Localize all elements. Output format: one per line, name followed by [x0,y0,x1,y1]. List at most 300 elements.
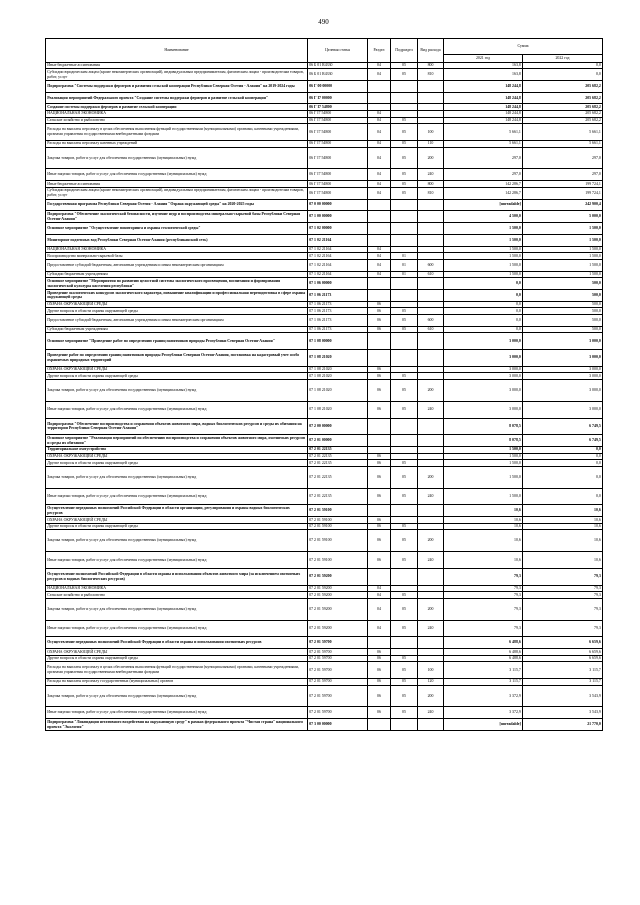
table-row [46,649,603,656]
cell-subsection [391,333,418,350]
cell-subsection [391,301,418,308]
cell-sum-year-1: 1 500,0 [444,271,523,278]
cell-code: 07 1 08 21020 [308,366,368,373]
cell-expense-type: 610 [418,271,444,278]
cell-expense-type: 200 [418,379,444,401]
cell-name: Субсидии бюджетным учреждениям [46,271,308,278]
cell-sum-year-1: 1 500,0 [444,223,523,235]
table-row [46,333,603,350]
cell-section [368,333,391,350]
cell-sum-year-1: 79,3 [444,620,523,637]
table-body [46,62,603,730]
cell-sum-year-1: 3 115,7 [444,679,523,686]
cell-subsection: 05 [391,147,418,169]
cell-code: 07 1 06 21173 [308,301,368,308]
cell-code: 06 Г 00 00000 [308,80,368,92]
cell-subsection: 05 [391,373,418,380]
cell-name: Иные закупки товаров, работ и услуг для обеспечения государственных (муниципальных) нужд [46,620,308,637]
cell-section [368,637,391,649]
cell-section: 04 [368,69,391,81]
cell-section [368,211,391,223]
cell-code: 07 2 01 59700 [308,679,368,686]
cell-section: 04 [368,181,391,188]
table-row [46,301,603,308]
cell-code: 07 1 02 21164 [308,246,368,253]
cell-sum-year-1: 148 244,8 [444,92,523,104]
cell-subsection: 05 [391,685,418,707]
cell-code: 07 1 08 21020 [308,401,368,418]
cell-sum-year-1: 0,0 [444,278,523,290]
cell-subsection [391,568,418,585]
table-row [46,308,603,315]
cell-subsection: 05 [391,523,418,530]
cell-section [368,92,391,104]
cell-name: Территориальное охотустройство [46,447,308,454]
cell-name: Сельское хозяйство и рыболовство [46,592,308,599]
cell-code: 07 1 02 21164 [308,259,368,271]
table-row [46,379,603,401]
table-row [46,62,603,69]
cell-subsection: 05 [391,117,418,124]
cell-code: 07 1 02 21164 [308,253,368,260]
cell-code: 06 Г I7 54800 [308,117,368,124]
cell-sum-year-2: 205 682,2 [523,104,603,111]
cell-section [368,289,391,301]
table-row [46,253,603,260]
cell-subsection [391,719,418,731]
cell-subsection: 01 [391,259,418,271]
cell-sum-year-2: 1 500,0 [523,271,603,278]
cell-section: 06 [368,523,391,530]
cell-section [368,719,391,731]
cell-sum-year-2: 1 500,0 [523,253,603,260]
cell-code: 06 Б 01 R4330 [308,62,368,69]
cell-expense-type [418,592,444,599]
cell-sum-year-2: 1 500,0 [523,246,603,253]
cell-name: Иные закупки товаров, работ и услуг для обеспечения государственных (муниципальных) нужд [46,401,308,418]
cell-code: 07 1 06 00000 [308,278,368,290]
cell-sum-year-1: 1 500,0 [444,453,523,460]
table-row [46,147,603,169]
cell-sum-year-2: 10,6 [523,517,603,524]
cell-expense-type [418,366,444,373]
cell-name: Иные закупки товаров, работ и услуг для обеспечения государственных (муниципальных) нужд [46,488,308,505]
cell-expense-type [418,111,444,118]
cell-sum-year-1: 0,0 [444,326,523,333]
cell-code: 07 1 08 21020 [308,350,368,367]
cell-sum-year-1: 10,6 [444,552,523,569]
cell-sum-year-2: 3 000,0 [523,333,603,350]
table-row [46,447,603,454]
cell-name: Предоставление субсидий бюджетным, автономным учреждениям и иным некоммерческим организациям [46,314,308,326]
cell-sum-year-2: 3 543,9 [523,685,603,707]
cell-name: Осуществление переданных полномочий Российской Федерации в области организации, регулирования и охраны водных биологических ресурсов [46,505,308,517]
cell-sum-year-1: 1 500,0 [444,234,523,246]
cell-expense-type [418,234,444,246]
cell-name: Расходы на выплаты персоналу государственных (муниципальных) органов [46,679,308,686]
table-row [46,568,603,585]
cell-section: 06 [368,301,391,308]
cell-sum-year-1: 163,8 [444,69,523,81]
cell-sum-year-1: 3 115,7 [444,662,523,679]
cell-section: 04 [368,187,391,199]
table-row [46,373,603,380]
cell-name: Сельское хозяйство и рыболовство [46,117,308,124]
cell-code: 07 1 06 21173 [308,308,368,315]
cell-section: 04 [368,147,391,169]
cell-sum-year-2: 3 000,0 [523,366,603,373]
cell-expense-type: 240 [418,169,444,181]
cell-subsection [391,649,418,656]
table-row [46,223,603,235]
cell-code: 06 Г I7 00000 [308,92,368,104]
header-subsection: Подраздел [391,39,418,63]
cell-section: 04 [368,592,391,599]
cell-name: НАЦИОНАЛЬНАЯ ЭКОНОМИКА [46,585,308,592]
cell-subsection [391,199,418,211]
cell-section: 04 [368,62,391,69]
cell-section: 06 [368,366,391,373]
cell-section: 06 [368,466,391,488]
table-row [46,460,603,467]
cell-sum-year-1: 297,0 [444,169,523,181]
cell-subsection [391,447,418,454]
cell-code: 06 Г I7 54800 [308,141,368,148]
cell-sum-year-2: 6 749,5 [523,418,603,435]
cell-sum-year-2: 297,0 [523,147,603,169]
table-row [46,80,603,92]
cell-code: 07 1 06 21173 [308,314,368,326]
cell-code: 06 Г I7 54800 [308,147,368,169]
cell-expense-type: 600 [418,314,444,326]
cell-section: 04 [368,117,391,124]
header-expense-type: Вид расхода [418,39,444,63]
cell-name: Закупка товаров, работ и услуг для обеспечения государственных (муниципальных) нужд [46,147,308,169]
cell-code: 07 2 01 59100 [308,523,368,530]
cell-section: 06 [368,530,391,552]
cell-sum-year-2: 205 682,2 [523,92,603,104]
cell-subsection: 05 [391,181,418,188]
cell-name: Расходы на выплаты персоналу казенных учреждений [46,141,308,148]
header-year-2: 2022 год [523,54,603,62]
cell-code: 07 2 01 59100 [308,552,368,569]
cell-expense-type [418,92,444,104]
cell-expense-type [418,447,444,454]
cell-sum-year-2: 1 500,0 [523,259,603,271]
cell-name: Субсидии юридическим лицам (кроме некоммерческих организаций), индивидуальным предпринимателям, физическим лицам - производителям товаров, работ, услуг [46,187,308,199]
cell-sum-year-1: 8 078,5 [444,418,523,435]
cell-sum-year-2: 500,0 [523,326,603,333]
cell-sum-year-1: 6 488,6 [444,655,523,662]
cell-name: Иные закупки товаров, работ и услуг для обеспечения государственных (муниципальных) нужд [46,707,308,719]
cell-section [368,447,391,454]
cell-sum-year-2: 199 724,1 [523,181,603,188]
cell-name: ОХРАНА ОКРУЖАЮЩЕЙ СРЕДЫ [46,301,308,308]
cell-code: 07 1 06 21173 [308,326,368,333]
cell-sum-year-1: 148 244,8 [444,104,523,111]
cell-code: 07 1 06 21173 [308,289,368,301]
table-row [46,314,603,326]
table-row [46,350,603,367]
cell-expense-type: 110 [418,141,444,148]
cell-sum-year-1: [unreadable] [444,719,523,731]
table-row [46,598,603,620]
cell-name: ОХРАНА ОКРУЖАЮЩЕЙ СРЕДЫ [46,517,308,524]
table-row [46,637,603,649]
cell-sum-year-2: 0,0 [523,447,603,454]
table-row [46,552,603,569]
cell-expense-type [418,211,444,223]
cell-subsection: 05 [391,326,418,333]
cell-expense-type: 600 [418,259,444,271]
cell-sum-year-1: 10,6 [444,505,523,517]
cell-section: 06 [368,453,391,460]
cell-sum-year-2: 3 543,9 [523,707,603,719]
cell-sum-year-2: 6 659,6 [523,637,603,649]
cell-sum-year-2: 79,3 [523,585,603,592]
table-row [46,92,603,104]
cell-subsection: 05 [391,679,418,686]
cell-sum-year-1: 1 500,0 [444,488,523,505]
cell-section: 04 [368,169,391,181]
cell-sum-year-1: 79,3 [444,598,523,620]
cell-name: Осуществление переданных полномочий Российской Федерации в области охраны и использования охотничьих ресурсов [46,637,308,649]
cell-sum-year-2: 199 724,1 [523,187,603,199]
cell-section: 04 [368,111,391,118]
cell-sum-year-2: 3 115,7 [523,679,603,686]
cell-subsection: 05 [391,314,418,326]
cell-sum-year-1: 0,0 [444,314,523,326]
header-year-1: 2021 год [444,54,523,62]
cell-code: 06 Г I7 54800 [308,104,368,111]
cell-sum-year-1: 148 244,8 [444,111,523,118]
cell-section: 06 [368,552,391,569]
cell-subsection [391,234,418,246]
table-row [46,234,603,246]
cell-sum-year-2: 5 661,1 [523,124,603,141]
cell-code: 07 1 00 00000 [308,211,368,223]
cell-code: 07 2 01 59700 [308,662,368,679]
cell-expense-type [418,460,444,467]
cell-section: 06 [368,326,391,333]
cell-sum-year-1: 163,8 [444,62,523,69]
cell-code: 07 2 01 59100 [308,517,368,524]
cell-sum-year-1: 3 000,0 [444,379,523,401]
table-row [46,401,603,418]
cell-code: 06 Б 01 R4330 [308,69,368,81]
cell-sum-year-2: 79,3 [523,592,603,599]
cell-name: ОХРАНА ОКРУЖАЮЩЕЙ СРЕДЫ [46,453,308,460]
cell-sum-year-1: [unreadable] [444,199,523,211]
cell-sum-year-1: 6 488,6 [444,649,523,656]
cell-subsection [391,453,418,460]
cell-expense-type: 240 [418,707,444,719]
table-row [46,435,603,447]
cell-sum-year-2: 21 770,0 [523,719,603,731]
cell-section: 06 [368,662,391,679]
cell-expense-type [418,301,444,308]
cell-expense-type [418,223,444,235]
cell-sum-year-1: 79,3 [444,585,523,592]
cell-expense-type [418,637,444,649]
table-row [46,620,603,637]
cell-name: Основное мероприятие "Проведение работ по определению границ памятников природы Республики Северная Осетия-Алания" [46,333,308,350]
table-row [46,466,603,488]
cell-sum-year-1: 148 244,8 [444,117,523,124]
table-header [46,39,603,63]
cell-subsection: 05 [391,187,418,199]
cell-sum-year-1: 1 500,0 [444,259,523,271]
cell-expense-type: 810 [418,187,444,199]
cell-expense-type: 120 [418,679,444,686]
cell-sum-year-1: 6 488,6 [444,637,523,649]
cell-name: Подпрограмма "Системы поддержки фермеров и развития сельской кооперации Республики Северная Осетия - Алания" на 2019-2024 годы [46,80,308,92]
cell-code: 07 2 01 59200 [308,568,368,585]
cell-expense-type [418,350,444,367]
cell-section: 06 [368,649,391,656]
cell-sum-year-2: 3 000,0 [523,401,603,418]
header-sum: Сумма [444,39,603,55]
cell-expense-type [418,333,444,350]
cell-expense-type [418,649,444,656]
cell-subsection [391,278,418,290]
cell-sum-year-2: 3 115,7 [523,662,603,679]
cell-expense-type: 800 [418,62,444,69]
cell-code: 07 2 01 59700 [308,707,368,719]
cell-name: Иные бюджетные ассигнования [46,181,308,188]
cell-name: Субсидии бюджетным учреждениям [46,326,308,333]
cell-expense-type [418,655,444,662]
cell-name: Другие вопросы в области охраны окружающей среды [46,523,308,530]
cell-name: Иные бюджетные ассигнования [46,62,308,69]
cell-sum-year-2: 242 900,4 [523,199,603,211]
cell-code: 07 2 01 59200 [308,598,368,620]
cell-sum-year-2: 6 659,6 [523,655,603,662]
cell-section: 04 [368,271,391,278]
table-row [46,488,603,505]
cell-code: 06 Г I7 54800 [308,181,368,188]
cell-subsection [391,435,418,447]
cell-subsection [391,505,418,517]
cell-section: 04 [368,246,391,253]
cell-sum-year-2: 500,0 [523,308,603,315]
cell-subsection: 05 [391,466,418,488]
table-row [46,111,603,118]
cell-subsection: 05 [391,552,418,569]
cell-section [368,350,391,367]
table-row [46,271,603,278]
cell-sum-year-2: 6 659,6 [523,649,603,656]
cell-subsection: 05 [391,124,418,141]
cell-expense-type [418,80,444,92]
cell-code: 07 1 02 21164 [308,234,368,246]
table-row [46,104,603,111]
cell-name: Осуществление полномочий Российской Федерации в области охраны и использования объектов животного мира (за исключением охотничьих ресурсов и водных биологических ресурсов) [46,568,308,585]
cell-section: 06 [368,517,391,524]
cell-sum-year-2: 0,0 [523,460,603,467]
header-section: Раздел [368,39,391,63]
cell-subsection: 01 [391,253,418,260]
cell-name: НАЦИОНАЛЬНАЯ ЭКОНОМИКА [46,111,308,118]
cell-sum-year-1: 3 000,0 [444,350,523,367]
cell-expense-type: 240 [418,401,444,418]
cell-expense-type: 610 [418,326,444,333]
cell-name: Подпрограмма "Обеспечение воспроизводства и сохранения объектов животного мира, водных биологических ресурсов и среды их обитания на территории Республики Северная Осетия-Алания" [46,418,308,435]
table-row [46,505,603,517]
table-row [46,181,603,188]
cell-expense-type [418,719,444,731]
cell-expense-type [418,435,444,447]
cell-sum-year-2: 1 500,0 [523,234,603,246]
cell-sum-year-2: 79,3 [523,620,603,637]
cell-section [368,234,391,246]
cell-subsection [391,418,418,435]
table-row [46,289,603,301]
cell-section [368,278,391,290]
cell-sum-year-2: 500,0 [523,301,603,308]
cell-sum-year-2: 6 749,5 [523,435,603,447]
cell-section: 06 [368,373,391,380]
cell-subsection: 05 [391,141,418,148]
cell-section: 06 [368,401,391,418]
table-row [46,719,603,731]
cell-code: 07 0 00 00000 [308,199,368,211]
table-row [46,246,603,253]
cell-subsection [391,350,418,367]
cell-sum-year-2: 1 500,0 [523,223,603,235]
cell-section [368,104,391,111]
cell-name: Мониторинг подземных вод Республики Северная Осетия-Алания (республиканский сеть) [46,234,308,246]
cell-name: Закупка товаров, работ и услуг для обеспечения государственных (муниципальных) нужд [46,598,308,620]
cell-code: 07 2 01 22135 [308,447,368,454]
cell-section [368,418,391,435]
cell-code: 07 1 08 00000 [308,333,368,350]
cell-sum-year-2: 79,3 [523,568,603,585]
cell-expense-type [418,308,444,315]
cell-sum-year-2: 297,0 [523,169,603,181]
table-row [46,685,603,707]
cell-section: 06 [368,488,391,505]
cell-subsection [391,111,418,118]
cell-sum-year-1: 3 000,0 [444,333,523,350]
header-code: Целевая статья [308,39,368,63]
cell-expense-type [418,278,444,290]
cell-expense-type: 240 [418,620,444,637]
cell-subsection: 05 [391,460,418,467]
cell-code: 07 2 00 00000 [308,418,368,435]
cell-sum-year-1: 3 372,9 [444,685,523,707]
cell-subsection: 05 [391,620,418,637]
cell-subsection: 05 [391,379,418,401]
table-row [46,585,603,592]
cell-sum-year-1: 79,3 [444,592,523,599]
cell-sum-year-2: 79,3 [523,598,603,620]
cell-name: Субсидии юридическим лицам (кроме некоммерческих организаций), индивидуальным предпринимателям, физическим лицам - производителям товаров, работ, услуг [46,69,308,81]
cell-expense-type: 200 [418,466,444,488]
cell-code: 07 2 01 59700 [308,655,368,662]
cell-subsection: 05 [391,169,418,181]
cell-section [368,80,391,92]
cell-section [368,223,391,235]
cell-sum-year-2: 3 000,0 [523,350,603,367]
cell-name: Закупка товаров, работ и услуг для обеспечения государственных (муниципальных) нужд [46,379,308,401]
cell-sum-year-1: 5 661,1 [444,124,523,141]
cell-code: 07 1 02 00000 [308,223,368,235]
cell-subsection [391,80,418,92]
cell-code: 07 1 08 21020 [308,379,368,401]
cell-name: Реализация мероприятий Федерального проекта "Создание системы поддержки фермеров и развитие сельской кооперации" [46,92,308,104]
cell-subsection [391,517,418,524]
